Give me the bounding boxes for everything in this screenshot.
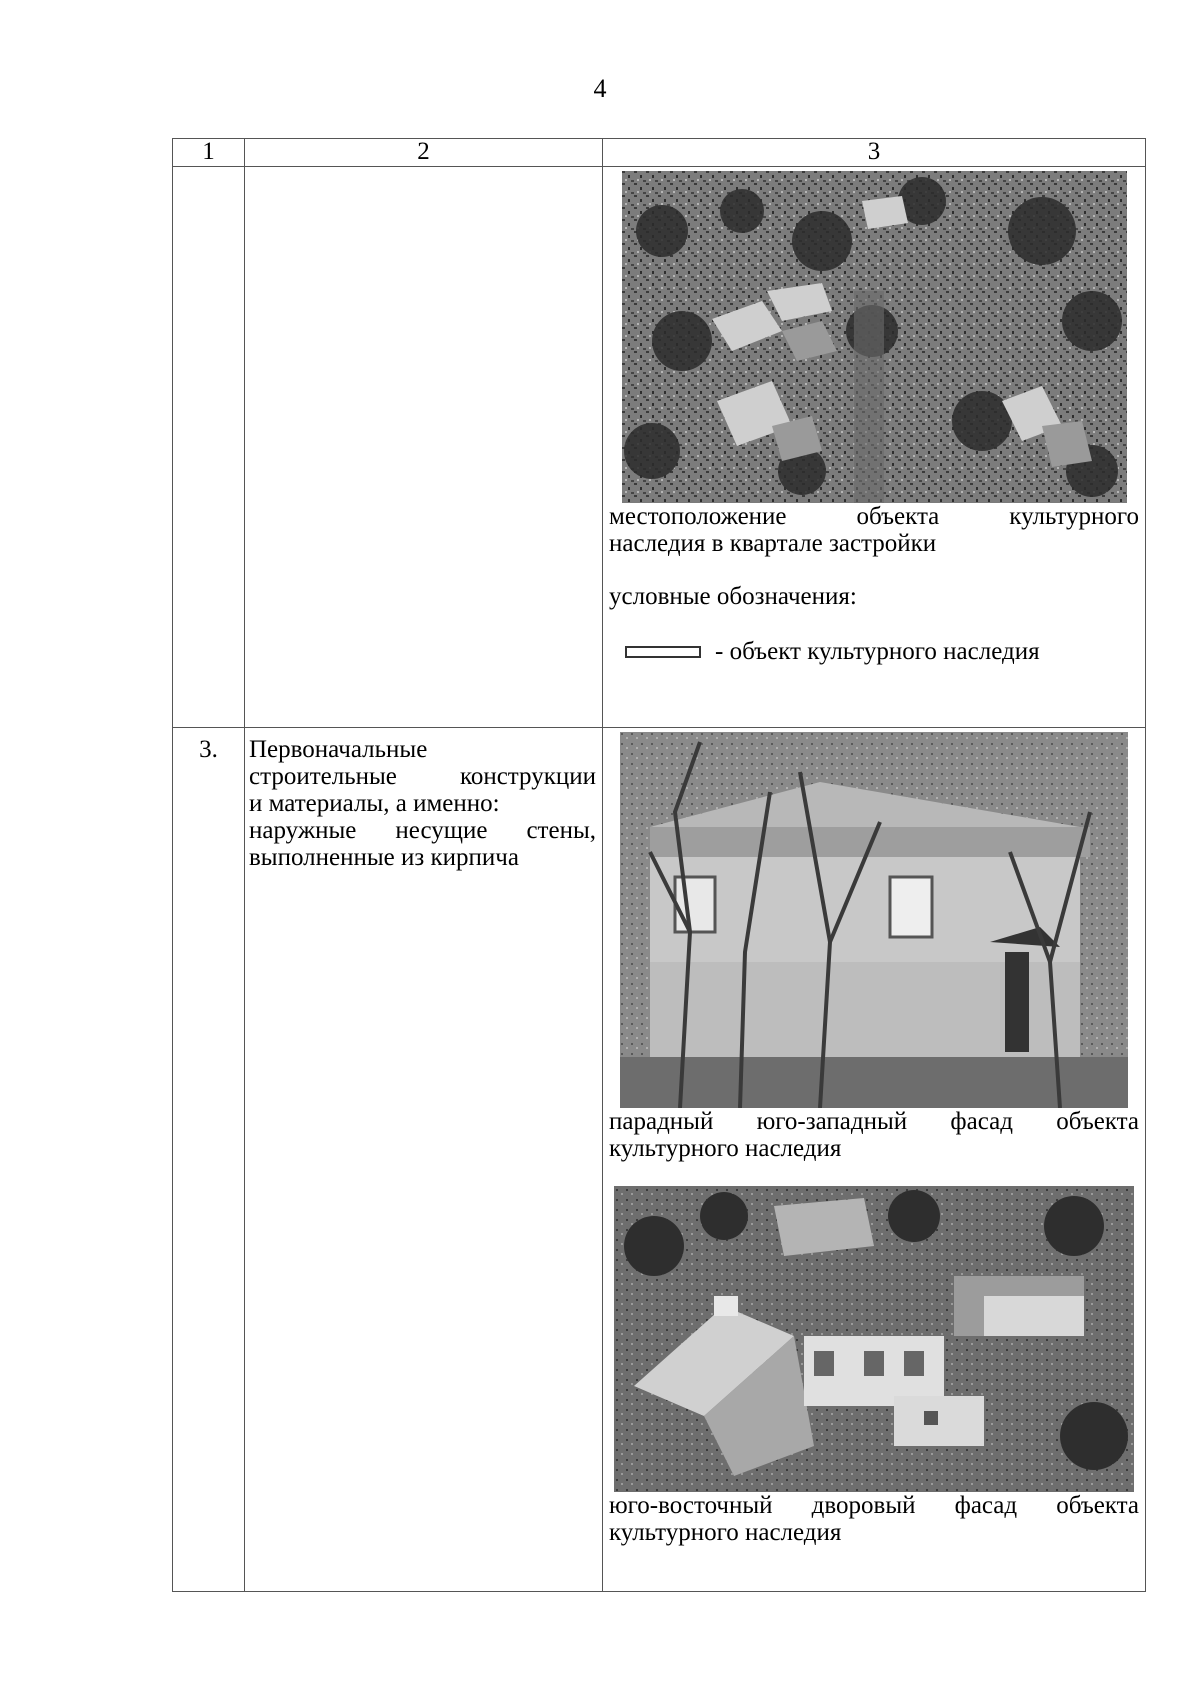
caption-line: культурного наследия	[609, 1135, 842, 1162]
description-line: Первоначальные	[249, 736, 428, 763]
table-row	[173, 167, 1146, 728]
legend-label: - объект культурного наследия	[715, 638, 1040, 665]
southwest-facade-photo	[620, 732, 1128, 1108]
page-number: 4	[593, 74, 607, 103]
caption-line: культурного наследия	[609, 1519, 842, 1546]
southeast-courtyard-facade-photo	[614, 1186, 1134, 1492]
row-description	[245, 728, 603, 1592]
table-header-row	[173, 139, 1146, 167]
legend-title: условные обозначения:	[609, 583, 857, 610]
heritage-table	[172, 138, 1146, 1592]
table-row	[173, 728, 1146, 1592]
description-line: и материалы, а именно:	[249, 790, 500, 817]
caption-line: юго-восточный дворовый фасад объекта	[609, 1492, 1139, 1519]
southeast-facade-caption	[609, 1492, 1139, 1546]
legend-swatch-icon	[625, 646, 701, 658]
description-line: строительные конструкции	[249, 763, 596, 790]
row-images	[603, 167, 1146, 728]
description-line: наружные несущие стены,	[249, 817, 596, 844]
header-col-1: 1	[173, 139, 245, 167]
row-number	[173, 167, 245, 728]
row-number: 3.	[173, 728, 245, 1592]
southwest-facade-caption	[609, 1108, 1139, 1162]
header-col-3: 3	[603, 139, 1146, 167]
caption-line: наследия в квартале застройки	[609, 530, 937, 557]
caption-line: парадный юго-западный фасад объекта	[609, 1108, 1139, 1135]
caption-line: местоположение объекта культурного	[609, 503, 1139, 530]
row-images	[603, 728, 1146, 1592]
header-col-2: 2	[245, 139, 603, 167]
aerial-location-photo	[622, 171, 1127, 503]
legend-item	[609, 638, 1139, 665]
description-line: выполненные из кирпича	[249, 844, 519, 871]
location-caption	[609, 503, 1139, 557]
row-description	[245, 167, 603, 728]
